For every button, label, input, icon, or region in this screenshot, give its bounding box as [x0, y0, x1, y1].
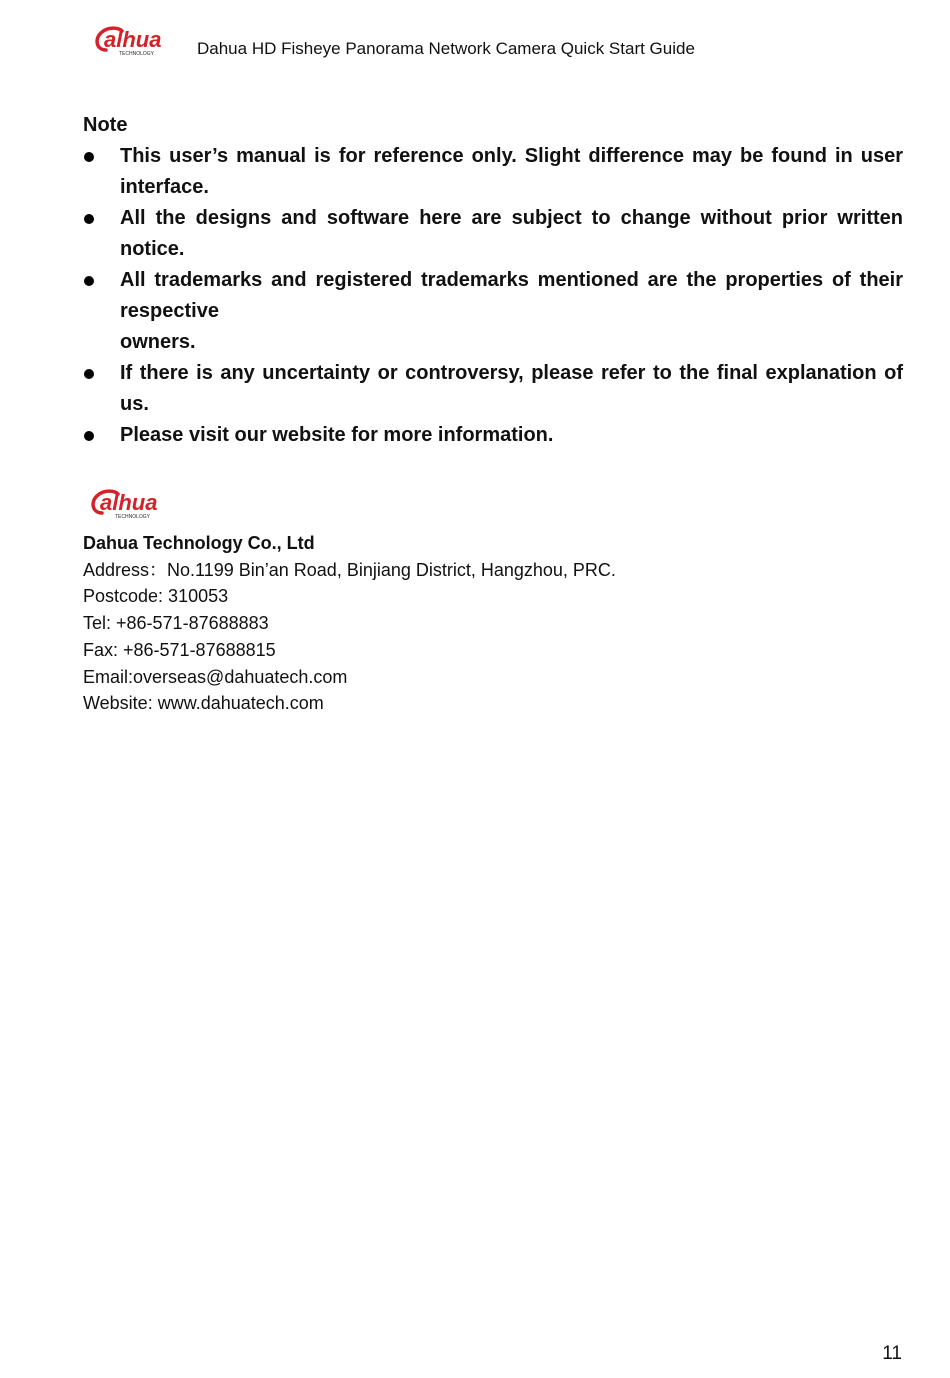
bullet-icon: [84, 214, 94, 224]
logo-wordmark: alhua: [104, 27, 162, 52]
company-tel: Tel: +86-571-87688883: [83, 613, 269, 634]
company-website: Website: www.dahuatech.com: [83, 693, 324, 714]
note-list: [83, 141, 903, 451]
company-name: Dahua Technology Co., Ltd: [83, 533, 315, 553]
company-address: Address：No.1199 Bin’an Road, Binjiang District, Hangzhou, PRC.: [83, 559, 616, 580]
document-title: Dahua HD Fisheye Panorama Network Camera Quick Start Guide: [197, 39, 695, 58]
bullet-icon: [84, 431, 94, 441]
logo-wordmark: alhua: [100, 490, 158, 515]
page-header: [92, 22, 792, 62]
note-item: If there is any uncertainty or controversy, please refer to the final explanation of us.: [83, 358, 903, 420]
note-heading: Note: [83, 114, 128, 136]
company-email: Email:overseas@dahuatech.com: [83, 666, 348, 687]
bullet-icon: [84, 369, 94, 379]
logo-subtext: TECHNOLOGY: [115, 514, 151, 520]
note-item: All the designs and software here are subject to change without prior written notice.: [83, 203, 903, 265]
logo-subtext: TECHNOLOGY: [119, 51, 155, 57]
bullet-icon: [84, 152, 94, 162]
dahua-logo: [92, 22, 192, 58]
note-item: This user’s manual is for reference only. Slight difference may be found in user interface.: [83, 141, 903, 203]
note-item: Please visit our website for more information.: [83, 420, 903, 451]
company-contact-block: [83, 530, 783, 717]
note-item: All trademarks and registered trademarks mentioned are the properties of their respective owners.: [83, 265, 903, 358]
company-postcode: Postcode: 310053: [83, 586, 229, 607]
company-fax: Fax: +86-571-87688815: [83, 639, 276, 660]
page-number: 11: [882, 1343, 902, 1364]
bullet-icon: [84, 276, 94, 286]
company-logo: [88, 485, 188, 521]
